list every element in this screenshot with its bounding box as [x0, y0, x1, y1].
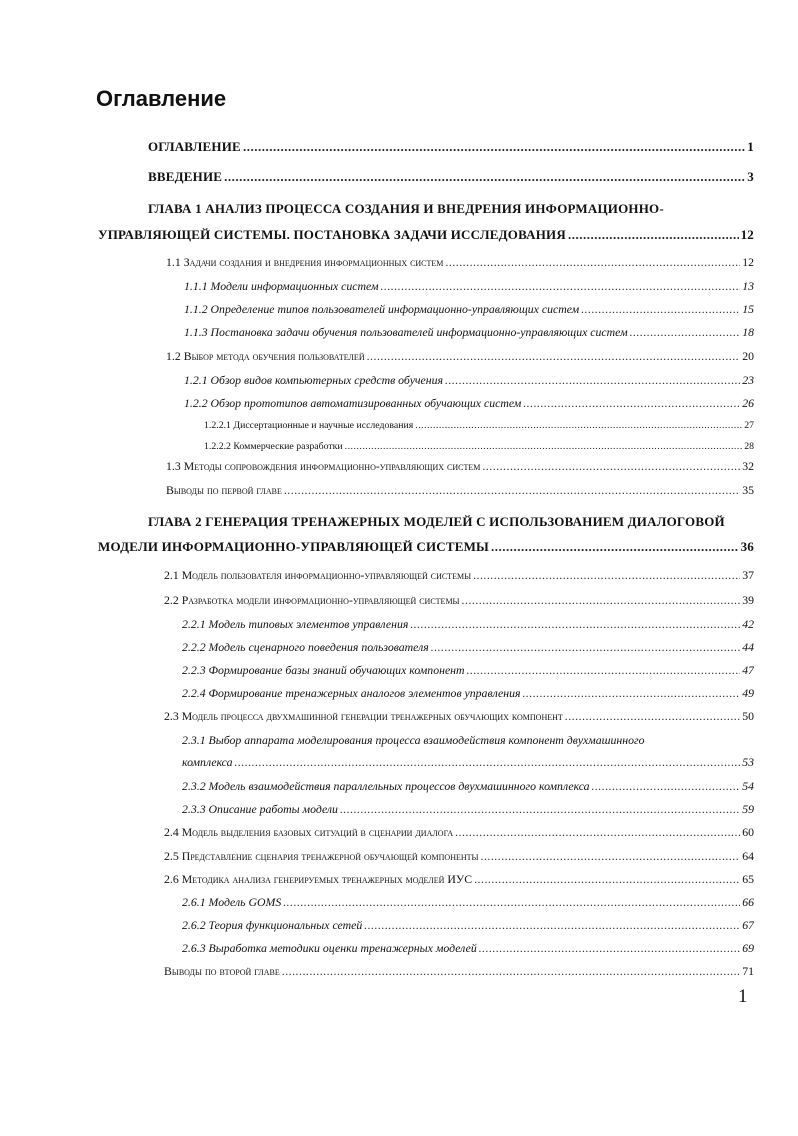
- toc-entry-page: 26: [742, 397, 754, 410]
- toc-entry-page: 65: [742, 873, 754, 886]
- toc-entry-conclusions-2[interactable]: [164, 965, 754, 979]
- page-title: Оглавление: [96, 86, 227, 111]
- dot-leader: [224, 170, 745, 185]
- toc-entry-title: 2.3.3 Описание работы модели: [182, 803, 338, 816]
- dot-leader: [445, 256, 740, 270]
- toc-entry-2-6-2[interactable]: [182, 919, 754, 933]
- toc-entry-title: 2.2.3 Формирование базы знаний обучающих компонент: [182, 664, 465, 677]
- toc-entry-2-4[interactable]: [164, 826, 754, 840]
- dot-leader: [410, 618, 740, 632]
- toc-entry-2-2-1[interactable]: [182, 618, 754, 632]
- toc-entry-page: 28: [744, 441, 754, 452]
- toc-entry-page: 12: [742, 256, 754, 269]
- toc-entry-title: 2.6 Методика анализа генерируемых тренажерных моделей ИУС: [164, 873, 473, 886]
- toc-entry-title: 2.6.2 Теория функциональных сетей: [182, 919, 363, 932]
- toc-entry-title: 1.1.1 Модели информационных систем: [184, 280, 379, 293]
- toc-entry-page: 3: [747, 170, 754, 184]
- toc-entry-title: 1.2.1 Обзор видов компьютерных средств обучения: [184, 374, 444, 387]
- toc-entry-page: 67: [742, 919, 754, 932]
- toc-entry-title: 2.2.2 Модель сценарного поведения пользователя: [182, 641, 429, 654]
- toc-chapter-2-line-1[interactable]: ГЛАВА 2 ГЕНЕРАЦИЯ ТРЕНАЖЕРНЫХ МОДЕЛЕЙ С ИСПОЛЬЗОВАНИЕМ ДИАЛОГОВОЙ: [148, 514, 725, 529]
- toc-entry-page: 15: [742, 303, 754, 316]
- toc-entry-title: 2.3.2 Модель взаимодействия параллельных процессов двухмашинного комплекса: [182, 780, 590, 793]
- toc-entry-title: МОДЕЛИ ИНФОРМАЦИОННО-УПРАВЛЯЮЩЕЙ СИСТЕМЫ: [98, 540, 490, 554]
- toc-entry-title: 2.6.3 Выработка методики оценки тренажерных моделей: [182, 942, 477, 955]
- toc-entry-page: 1: [747, 140, 754, 154]
- toc-entry-2-1[interactable]: [164, 569, 754, 583]
- dot-leader: [592, 780, 741, 794]
- toc-entry-page: 18: [742, 326, 754, 339]
- toc-entry-title: 1.1.2 Определение типов пользователей информационно-управляющих систем: [184, 303, 580, 316]
- toc-entry-page: 49: [742, 687, 754, 700]
- dot-leader: [340, 803, 740, 817]
- dot-leader: [565, 710, 740, 724]
- toc-entry-2-2[interactable]: [164, 594, 754, 608]
- toc-entry-conclusions-1[interactable]: [166, 484, 754, 498]
- dot-leader: [345, 441, 743, 452]
- toc-entry-oglavlenie[interactable]: [148, 140, 754, 155]
- dot-leader: [235, 756, 741, 770]
- toc-entry-title: 1.2.2 Обзор прототипов автоматизированных обучающих систем: [184, 397, 522, 410]
- toc-entry-2-6-1[interactable]: [182, 896, 754, 910]
- dot-leader: [364, 919, 740, 933]
- toc-entry-page: 39: [742, 594, 754, 607]
- toc-entry-title: ВВЕДЕНИЕ: [148, 170, 223, 184]
- toc-entry-page: 37: [742, 569, 754, 582]
- toc-entry-1-2[interactable]: [166, 350, 754, 364]
- toc-entry-page: 42: [742, 618, 754, 631]
- toc-entry-page: 71: [742, 965, 754, 978]
- dot-leader: [491, 540, 739, 555]
- toc-entry-title: комплекса: [182, 756, 233, 769]
- toc-entry-chapter-1[interactable]: [98, 228, 754, 243]
- toc-entry-page: 64: [742, 850, 754, 863]
- toc-entry-1-2-2-1[interactable]: [204, 420, 754, 431]
- dot-leader: [282, 965, 740, 979]
- toc-entry-page: 23: [742, 374, 754, 387]
- toc-entry-page: 53: [742, 756, 754, 769]
- toc-entry-title: 1.2.2.2 Коммерческие разработки: [204, 441, 343, 452]
- dot-leader: [455, 826, 740, 840]
- dot-leader: [522, 687, 740, 701]
- toc-entry-title: 1.1.3 Постановка задачи обучения пользователей информационно-управляющих систем: [184, 326, 628, 339]
- toc-entry-1-2-1[interactable]: [184, 374, 754, 388]
- toc-entry-page: 36: [740, 540, 754, 554]
- toc-entry-title: 1.1 Задачи создания и внедрения информационных систем: [166, 256, 444, 269]
- toc-entry-title: 2.2 Разработка модели информационно-управляющей системы: [164, 594, 460, 607]
- toc-entry-page: 69: [742, 942, 754, 955]
- toc-entry-page: 27: [744, 420, 754, 431]
- toc-entry-page: 47: [742, 664, 754, 677]
- dot-leader: [367, 350, 741, 364]
- toc-entry-title: Выводы по второй главе: [164, 965, 280, 978]
- toc-entry-page: 12: [740, 228, 754, 242]
- dot-leader: [381, 280, 741, 294]
- dot-leader: [523, 397, 740, 411]
- dot-leader: [431, 641, 740, 655]
- toc-entry-1-1-1[interactable]: [184, 280, 754, 294]
- toc-entry-title: 2.6.1 Модель GOMS: [182, 896, 282, 909]
- dot-leader: [243, 140, 745, 155]
- toc-entry-1-2-2[interactable]: [184, 397, 754, 411]
- toc-entry-2-3-3[interactable]: [182, 803, 754, 817]
- toc-entry-title: 1.2.2.1 Диссертационные и научные исследования: [204, 420, 414, 431]
- toc-entry-title: 2.2.4 Формирование тренажерных аналогов элементов управления: [182, 687, 521, 700]
- page-number: 1: [738, 986, 748, 1007]
- dot-leader: [481, 850, 741, 864]
- toc-entry-page: 35: [742, 484, 754, 497]
- toc-entry-2-6-3[interactable]: [182, 942, 754, 956]
- dot-leader: [630, 326, 741, 340]
- toc-entry-2-2-2[interactable]: [182, 641, 754, 655]
- toc-entry-title: 2.5 Представление сценария тренажерной обучающей компоненты: [164, 850, 479, 863]
- toc-entry-2-3-1-line-1[interactable]: 2.3.1 Выбор аппарата моделирования процесса взаимодействия компонент двухмашинного: [182, 733, 645, 747]
- dot-leader: [467, 664, 741, 678]
- toc-entry-title: Выводы по первой главе: [166, 484, 282, 497]
- toc-entry-title: 2.2.1 Модель типовых элементов управления: [182, 618, 409, 631]
- toc-entry-page: 54: [742, 780, 754, 793]
- toc-entry-page: 66: [742, 896, 754, 909]
- toc-entry-2-2-4[interactable]: [182, 687, 754, 701]
- dot-leader: [568, 228, 739, 243]
- dot-leader: [474, 873, 740, 887]
- toc-entry-page: 20: [742, 350, 754, 363]
- dot-leader: [473, 569, 740, 583]
- toc-entry-vvedenie[interactable]: [148, 170, 754, 185]
- toc-entry-title: 2.1 Модель пользователя информационно-управляющей системы: [164, 569, 472, 582]
- dot-leader: [581, 303, 740, 317]
- dot-leader: [445, 374, 740, 388]
- toc-entry-page: 32: [742, 460, 754, 473]
- toc-entry-chapter-2[interactable]: [98, 540, 754, 555]
- toc-entry-2-3[interactable]: [164, 710, 754, 724]
- dot-leader: [283, 896, 740, 910]
- dot-leader: [415, 420, 742, 431]
- toc-entry-1-1-3[interactable]: [184, 326, 754, 340]
- toc-entry-title: 1.3 Методы сопровождения информационно-управляющих систем: [166, 460, 481, 473]
- toc-entry-page: 50: [742, 710, 754, 723]
- toc-entry-title: ОГЛАВЛЕНИЕ: [148, 140, 241, 154]
- toc-entry-page: 59: [742, 803, 754, 816]
- toc-entry-2-3-1[interactable]: [182, 756, 754, 770]
- toc-entry-title: УПРАВЛЯЮЩЕЙ СИСТЕМЫ. ПОСТАНОВКА ЗАДАЧИ ИССЛЕДОВАНИЯ: [98, 228, 566, 242]
- toc-entry-2-6[interactable]: [164, 873, 754, 887]
- toc-entry-page: 60: [742, 826, 754, 839]
- dot-leader: [482, 460, 740, 474]
- toc-entry-page: 13: [742, 280, 754, 293]
- toc-entry-2-2-3[interactable]: [182, 664, 754, 678]
- toc-entry-1-1-2[interactable]: [184, 303, 754, 317]
- toc-entry-page: 44: [742, 641, 754, 654]
- toc-entry-title: 2.4 Модель выделения базовых ситуаций в сценарии диалога: [164, 826, 454, 839]
- toc-entry-1-3[interactable]: [166, 460, 754, 474]
- toc-entry-1-2-2-2[interactable]: [204, 441, 754, 452]
- toc-chapter-1-line-1[interactable]: ГЛАВА 1 АНАЛИЗ ПРОЦЕССА СОЗДАНИЯ И ВНЕДРЕНИЯ ИНФОРМАЦИОННО-: [148, 201, 664, 216]
- dot-leader: [479, 942, 740, 956]
- toc-entry-2-5[interactable]: [164, 850, 754, 864]
- toc-entry-2-3-2[interactable]: [182, 780, 754, 794]
- toc-entry-1-1[interactable]: [166, 256, 754, 270]
- toc-entry-title: 1.2 Выбор метода обучения пользователей: [166, 350, 365, 363]
- dot-leader: [284, 484, 740, 498]
- toc-entry-title: 2.3 Модель процесса двухмашинной генерации тренажерных обучающих компонент: [164, 710, 563, 723]
- dot-leader: [462, 594, 741, 608]
